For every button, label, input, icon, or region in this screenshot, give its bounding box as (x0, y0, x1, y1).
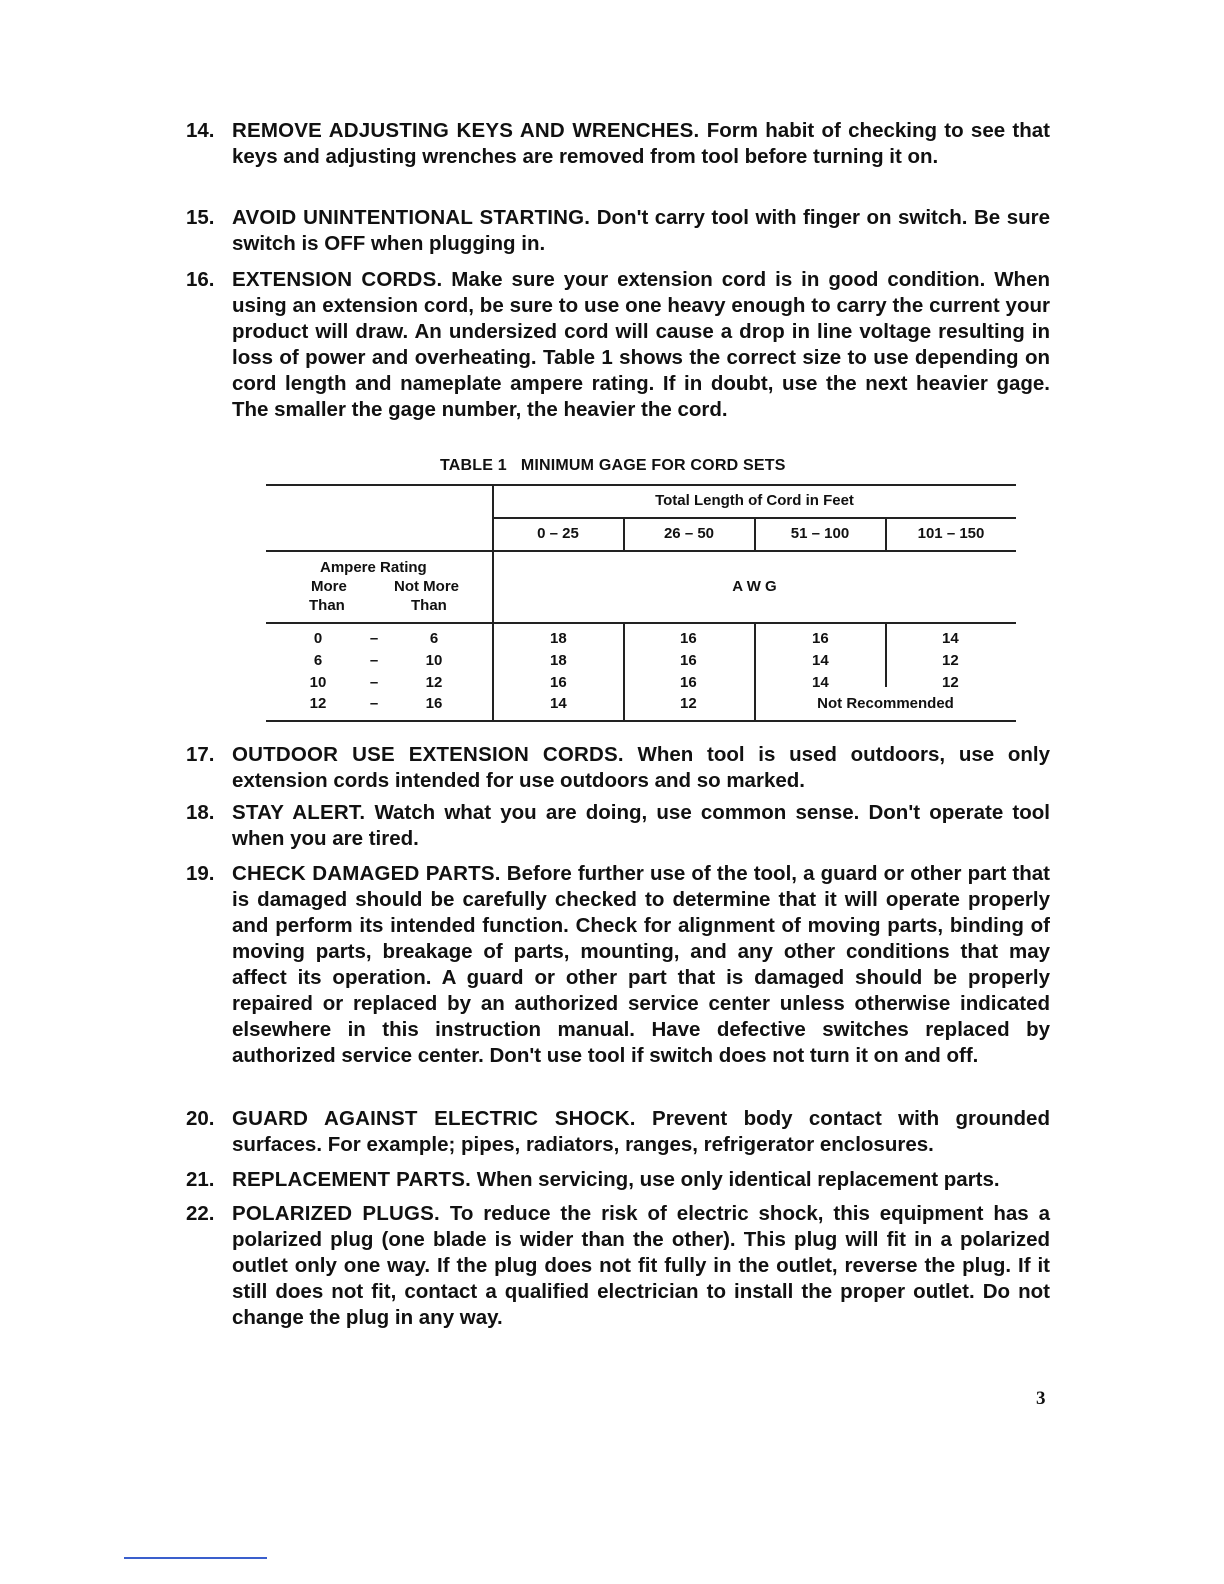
length-col-26-50: 26 – 50 (663, 525, 715, 542)
item-number: 22. (186, 1202, 215, 1225)
item-heading: STAY ALERT. (232, 801, 366, 824)
item-heading: CHECK DAMAGED PARTS. (232, 862, 501, 885)
length-header: Total Length of Cord in Feet (655, 492, 854, 509)
safety-item-14 (186, 118, 1050, 170)
length-col-51-100: 51 – 100 (790, 525, 850, 542)
footnote-rule (124, 1557, 267, 1559)
item-number: 18. (186, 801, 215, 824)
item-text: When tool is used outdoors, use only extension cords intended for use outdoors and so marked. (232, 743, 1050, 792)
safety-item-20 (186, 1106, 1050, 1158)
safety-item-18 (186, 800, 1050, 852)
item-text: To reduce the risk of electric shock, this equipment has a polarized plug (one blade is wider than the other). This plug will fit in a polarized outlet only one way. If the plug does not fit fully in the outlet, reverse the plug. If it still does not fit, contact a qualified electrician to install the proper outlet. Do not change the plug in any way. (232, 1202, 1050, 1329)
item-heading: AVOID UNINTENTIONAL STARTING. (232, 206, 591, 229)
more-than-label: More (311, 578, 347, 595)
safety-item-19 (186, 861, 1050, 1069)
item-number: 17. (186, 743, 215, 766)
item-number: 19. (186, 862, 215, 885)
than-label: Than (309, 597, 345, 614)
awg-label: A W G (732, 578, 777, 595)
safety-item-21 (186, 1167, 1050, 1193)
length-col-0-25: 0 – 25 (537, 525, 579, 542)
item-text: Form habit of checking to see that keys and adjusting wrenches are removed from tool before turning it on. (232, 119, 1050, 168)
item-number: 15. (186, 206, 215, 229)
safety-item-16 (186, 267, 1050, 423)
cord-gage-table: Total Length of Cord in Feet 0 – 25 26 – 50 51 – 100 101 – 150 Ampere Rating More Not More Than Than A W G 0 – 6 18 16 16 14 6 – 10 18 16 14 12 10 – 12 16 16 14 12 12 – 16 14 12 Not Recommended (266, 484, 1016, 722)
item-text: When servicing, use only identical replacement parts. (476, 1168, 1000, 1191)
item-text: Watch what you are doing, use common sense. Don't operate tool when you are tired. (232, 801, 1050, 850)
length-col-101-150: 101 – 150 (917, 525, 985, 542)
item-text: Don't carry tool with finger on switch. Be sure switch is OFF when plugging in. (232, 206, 1051, 255)
not-more-label: Not More (394, 578, 459, 595)
not-recommended-cell: Not Recommended (817, 695, 954, 712)
ampere-header: Ampere Rating (320, 559, 427, 576)
item-text: Make sure your extension cord is in good condition. When using an extension cord, be sure to use one heavy enough to carry the current your product will draw. An undersized cord will cause a drop in line voltage resulting in loss of power and overheating. Table 1 shows the correct size to use depending on cord length and nameplate ampere rating. If in doubt, use the next heavier gage. The smaller the gage number, the heavier the cord. (232, 268, 1051, 421)
item-heading: POLARIZED PLUGS. (232, 1202, 440, 1225)
item-number: 21. (186, 1168, 215, 1191)
safety-item-17 (186, 742, 1050, 794)
item-heading: REPLACEMENT PARTS. (232, 1168, 471, 1191)
item-number: 16. (186, 268, 215, 291)
item-heading: GUARD AGAINST ELECTRIC SHOCK. (232, 1107, 636, 1130)
table-caption: TABLE 1 MINIMUM GAGE FOR CORD SETS (440, 457, 786, 474)
safety-item-22 (186, 1201, 1050, 1331)
safety-item-15 (186, 205, 1050, 257)
item-heading: OUTDOOR USE EXTENSION CORDS. (232, 743, 624, 766)
item-text: Before further use of the tool, a guard or other part that is damaged should be carefully checked to determine that it will operate properly and perform its intended function. Check for alignment of moving parts, binding of moving parts, breakage of parts, mounting, and any other conditions that may affect its operation. A guard or other part that is damaged should be properly repaired or replaced by an authorized service center unless otherwise indicated elsewhere in this instruction manual. Have defective switches replaced by authorized service center. Don't use tool if switch does not turn it on and off. (232, 862, 1050, 1067)
than-label: Than (411, 597, 447, 614)
page-number: 3 (1036, 1388, 1046, 1409)
item-heading: EXTENSION CORDS. (232, 268, 443, 291)
item-heading: REMOVE ADJUSTING KEYS AND WRENCHES. (232, 119, 700, 142)
item-number: 20. (186, 1107, 215, 1130)
item-number: 14. (186, 119, 215, 142)
item-text: Prevent body contact with grounded surfaces. For example; pipes, radiators, ranges, refrigerator enclosures. (232, 1107, 1050, 1156)
